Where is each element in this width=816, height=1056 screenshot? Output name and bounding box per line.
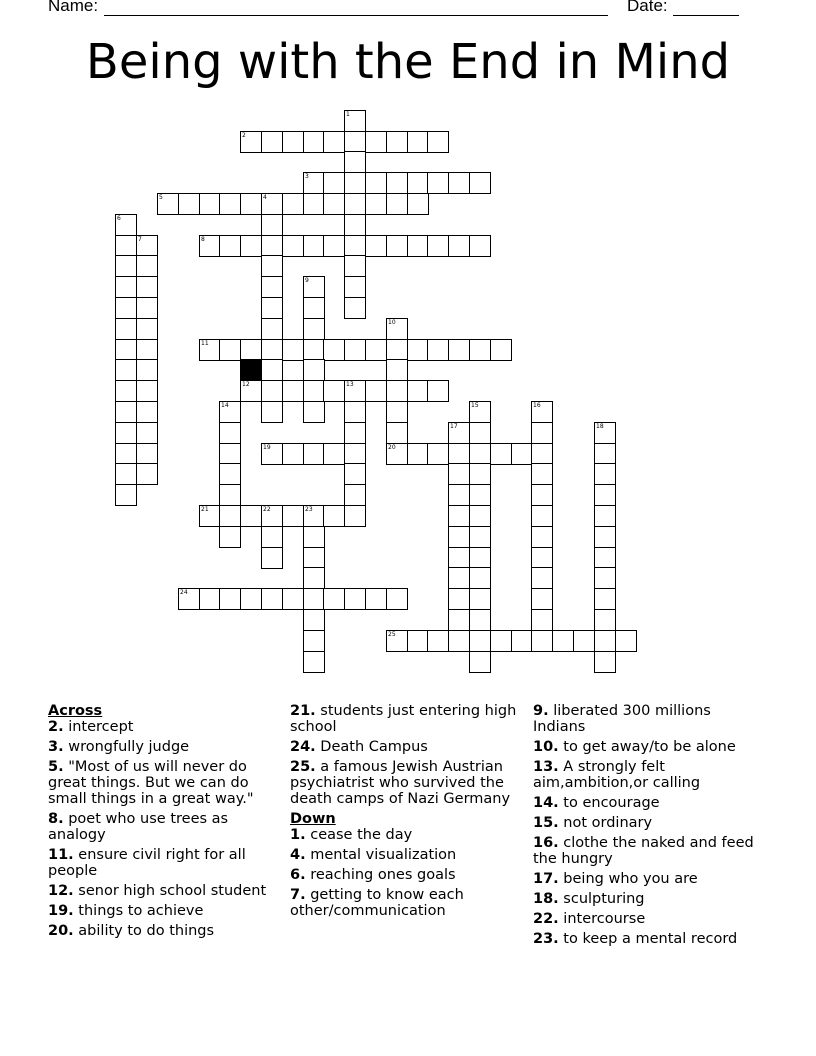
grid-cell[interactable] <box>115 214 137 236</box>
grid-cell[interactable] <box>219 505 241 527</box>
grid-cell[interactable] <box>303 131 325 153</box>
grid-cell[interactable] <box>469 609 491 631</box>
grid-cell[interactable] <box>344 339 366 361</box>
grid-cell[interactable] <box>594 463 616 485</box>
grid-cell[interactable] <box>219 339 241 361</box>
clue-column-1 <box>48 703 276 943</box>
grid-cell[interactable] <box>469 422 491 444</box>
grid-cell[interactable] <box>157 193 179 215</box>
grid-cell[interactable] <box>573 630 595 652</box>
grid-cell[interactable] <box>261 526 283 548</box>
grid-cell[interactable] <box>344 463 366 485</box>
grid-cell[interactable] <box>219 235 241 257</box>
grid-cell[interactable] <box>344 401 366 423</box>
clue-number: 18 <box>596 423 604 430</box>
grid-cell[interactable] <box>282 193 304 215</box>
clue-number: 10 <box>388 319 396 326</box>
grid-cell[interactable] <box>365 172 387 194</box>
clue-number: 4 <box>263 194 267 201</box>
grid-cell[interactable] <box>386 422 408 444</box>
grid-cell[interactable] <box>469 463 491 485</box>
clue-number: 1 <box>346 111 350 118</box>
grid-cell[interactable] <box>303 567 325 589</box>
grid-cell[interactable] <box>427 131 449 153</box>
grid-cell[interactable] <box>615 630 637 652</box>
grid-cell[interactable] <box>240 588 262 610</box>
grid-cell[interactable] <box>386 401 408 423</box>
grid-cell[interactable] <box>531 443 553 465</box>
clue-number: 13 <box>346 381 354 388</box>
grid-cell[interactable] <box>365 380 387 402</box>
grid-cell[interactable] <box>469 630 491 652</box>
grid-cell[interactable] <box>407 380 429 402</box>
grid-cell[interactable] <box>427 380 449 402</box>
grid-cell[interactable] <box>261 193 283 215</box>
clue-down-16: 16. clothe the naked and feed the hungry <box>533 835 754 867</box>
grid-cell[interactable] <box>303 401 325 423</box>
clue-number: 15 <box>471 402 479 409</box>
grid-cell[interactable] <box>490 339 512 361</box>
clue-across-21: 21. students just entering high school <box>290 703 517 735</box>
grid-cell[interactable] <box>136 339 158 361</box>
grid-cell[interactable] <box>261 380 283 402</box>
grid-cell[interactable] <box>136 235 158 257</box>
grid-cell[interactable] <box>407 339 429 361</box>
grid-cell[interactable] <box>469 339 491 361</box>
grid-cell[interactable] <box>178 193 200 215</box>
grid-cell[interactable] <box>594 422 616 444</box>
clue-number: 8 <box>201 236 205 243</box>
grid-cell[interactable] <box>178 588 200 610</box>
grid-cell[interactable] <box>531 505 553 527</box>
grid-cell[interactable] <box>303 380 325 402</box>
grid-cell[interactable] <box>531 567 553 589</box>
grid-cell[interactable] <box>344 235 366 257</box>
grid-cell[interactable] <box>594 443 616 465</box>
grid-cell[interactable] <box>282 443 304 465</box>
grid-cell[interactable] <box>219 526 241 548</box>
grid-cell[interactable] <box>115 255 137 277</box>
grid-cell[interactable] <box>199 235 221 257</box>
grid-cell[interactable] <box>261 214 283 236</box>
grid-cell[interactable] <box>115 484 137 506</box>
grid-cell[interactable] <box>303 443 325 465</box>
black-cell <box>240 359 262 381</box>
clue-number: 6 <box>117 215 121 222</box>
grid-cell[interactable] <box>344 443 366 465</box>
clue-across-24: 24. Death Campus <box>290 739 428 755</box>
grid-cell[interactable] <box>136 401 158 423</box>
grid-cell[interactable] <box>386 172 408 194</box>
grid-cell[interactable] <box>240 235 262 257</box>
grid-cell[interactable] <box>344 588 366 610</box>
grid-cell[interactable] <box>594 630 616 652</box>
clue-number: 22 <box>263 506 271 513</box>
grid-cell[interactable] <box>469 547 491 569</box>
down-heading: Down <box>290 811 336 827</box>
grid-cell[interactable] <box>427 235 449 257</box>
grid-cell[interactable] <box>240 193 262 215</box>
grid-cell[interactable] <box>323 505 345 527</box>
grid-cell[interactable] <box>303 547 325 569</box>
grid-cell[interactable] <box>303 276 325 298</box>
grid-cell[interactable] <box>469 505 491 527</box>
grid-cell[interactable] <box>469 651 491 673</box>
grid-cell[interactable] <box>282 131 304 153</box>
grid-cell[interactable] <box>240 339 262 361</box>
grid-cell[interactable] <box>199 505 221 527</box>
grid-cell[interactable] <box>448 422 470 444</box>
grid-cell[interactable] <box>323 339 345 361</box>
grid-cell[interactable] <box>115 380 137 402</box>
grid-cell[interactable] <box>386 235 408 257</box>
grid-cell[interactable] <box>386 380 408 402</box>
grid-cell[interactable] <box>115 443 137 465</box>
grid-cell[interactable] <box>115 339 137 361</box>
grid-cell[interactable] <box>261 318 283 340</box>
grid-cell[interactable] <box>115 235 137 257</box>
grid-cell[interactable] <box>323 131 345 153</box>
grid-cell[interactable] <box>531 401 553 423</box>
grid-cell[interactable] <box>490 443 512 465</box>
grid-cell[interactable] <box>136 443 158 465</box>
grid-cell[interactable] <box>199 588 221 610</box>
clue-number: 20 <box>388 444 396 451</box>
grid-cell[interactable] <box>511 630 533 652</box>
grid-cell[interactable] <box>427 172 449 194</box>
grid-cell[interactable] <box>407 443 429 465</box>
grid-cell[interactable] <box>386 359 408 381</box>
grid-cell[interactable] <box>115 359 137 381</box>
grid-cell[interactable] <box>594 484 616 506</box>
grid-cell[interactable] <box>448 630 470 652</box>
clue-down-7: 7. getting to know each other/communication <box>290 887 464 919</box>
grid-cell[interactable] <box>594 505 616 527</box>
grid-cell[interactable] <box>531 588 553 610</box>
grid-cell[interactable] <box>219 401 241 423</box>
grid-cell[interactable] <box>323 443 345 465</box>
grid-cell[interactable] <box>344 193 366 215</box>
grid-cell[interactable] <box>303 235 325 257</box>
grid-cell[interactable] <box>240 380 262 402</box>
grid-cell[interactable] <box>261 443 283 465</box>
grid-cell[interactable] <box>282 380 304 402</box>
clue-number: 23 <box>305 506 313 513</box>
grid-cell[interactable] <box>469 567 491 589</box>
clue-column-2 <box>290 703 522 923</box>
grid-cell[interactable] <box>407 131 429 153</box>
grid-cell[interactable] <box>448 484 470 506</box>
clue-across-12: 12. senor high school student <box>48 883 267 899</box>
grid-cell[interactable] <box>219 422 241 444</box>
clue-number: 7 <box>138 236 142 243</box>
grid-cell[interactable] <box>386 339 408 361</box>
grid-cell[interactable] <box>219 484 241 506</box>
grid-cell[interactable] <box>531 463 553 485</box>
grid-cell[interactable] <box>490 630 512 652</box>
clue-down-4: 4. mental visualization <box>290 847 457 863</box>
grid-cell[interactable] <box>427 443 449 465</box>
grid-cell[interactable] <box>261 547 283 569</box>
grid-cell[interactable] <box>448 172 470 194</box>
grid-cell[interactable] <box>303 526 325 548</box>
grid-cell[interactable] <box>219 443 241 465</box>
grid-cell[interactable] <box>448 463 470 485</box>
clue-down-15: 15. not ordinary <box>533 815 653 831</box>
grid-cell[interactable] <box>531 484 553 506</box>
grid-cell[interactable] <box>344 422 366 444</box>
grid-cell[interactable] <box>469 172 491 194</box>
grid-cell[interactable] <box>365 131 387 153</box>
grid-cell[interactable] <box>386 630 408 652</box>
grid-cell[interactable] <box>594 567 616 589</box>
grid-cell[interactable] <box>115 318 137 340</box>
grid-cell[interactable] <box>199 339 221 361</box>
grid-cell[interactable] <box>448 339 470 361</box>
grid-cell[interactable] <box>303 359 325 381</box>
clue-across-11: 11. ensure civil right for all people <box>48 847 246 879</box>
grid-cell[interactable] <box>261 505 283 527</box>
grid-cell[interactable] <box>261 297 283 319</box>
clue-down-1: 1. cease the day <box>290 827 413 843</box>
grid-cell[interactable] <box>115 276 137 298</box>
grid-cell[interactable] <box>323 588 345 610</box>
clue-number: 16 <box>533 402 541 409</box>
grid-cell[interactable] <box>344 484 366 506</box>
grid-cell[interactable] <box>448 235 470 257</box>
clue-down-6: 6. reaching ones goals <box>290 867 456 883</box>
grid-cell[interactable] <box>219 588 241 610</box>
grid-cell[interactable] <box>344 151 366 173</box>
grid-cell[interactable] <box>469 588 491 610</box>
clue-across-8: 8. poet who use trees as analogy <box>48 811 229 843</box>
clue-down-23: 23. to keep a mental record <box>533 931 738 947</box>
grid-cell[interactable] <box>261 588 283 610</box>
grid-cell[interactable] <box>469 526 491 548</box>
puzzle-title: Being with the End in Mind <box>85 34 731 90</box>
clue-across-5: 5. "Most of us will never do great things. But we can do small things in a great way." <box>48 759 254 807</box>
grid-cell[interactable] <box>407 193 429 215</box>
clue-across-25: 25. a famous Jewish Austrian psychiatrist who survived the death camps of Nazi Germany <box>290 759 511 807</box>
grid-cell[interactable] <box>531 630 553 652</box>
clue-number: 2 <box>242 132 246 139</box>
grid-cell[interactable] <box>219 193 241 215</box>
grid-cell[interactable] <box>407 235 429 257</box>
grid-cell[interactable] <box>448 588 470 610</box>
clue-number: 5 <box>159 194 163 201</box>
grid-cell[interactable] <box>469 484 491 506</box>
grid-cell[interactable] <box>303 318 325 340</box>
grid-cell[interactable] <box>323 172 345 194</box>
clue-down-10: 10. to get away/to be alone <box>533 739 736 755</box>
clue-down-22: 22. intercourse <box>533 911 646 927</box>
clue-number: 24 <box>180 589 188 596</box>
grid-cell[interactable] <box>386 193 408 215</box>
clue-number: 14 <box>221 402 229 409</box>
grid-cell[interactable] <box>115 401 137 423</box>
grid-cell[interactable] <box>240 505 262 527</box>
grid-cell[interactable] <box>115 463 137 485</box>
grid-cell[interactable] <box>323 235 345 257</box>
grid-cell[interactable] <box>344 255 366 277</box>
grid-cell[interactable] <box>261 131 283 153</box>
grid-cell[interactable] <box>427 630 449 652</box>
grid-cell[interactable] <box>594 588 616 610</box>
grid-cell[interactable] <box>261 359 283 381</box>
grid-cell[interactable] <box>136 276 158 298</box>
grid-cell[interactable] <box>344 172 366 194</box>
clue-number: 17 <box>450 423 458 430</box>
grid-cell[interactable] <box>240 131 262 153</box>
grid-cell[interactable] <box>344 276 366 298</box>
grid-cell[interactable] <box>323 193 345 215</box>
grid-cell[interactable] <box>594 609 616 631</box>
clue-down-13: 13. A strongly felt aim,ambition,or calling <box>533 759 701 791</box>
name-label: Name: <box>48 0 99 15</box>
clue-across-19: 19. things to achieve <box>48 903 204 919</box>
grid-cell[interactable] <box>386 588 408 610</box>
grid-cell[interactable] <box>407 630 429 652</box>
grid-cell[interactable] <box>344 505 366 527</box>
clue-number: 21 <box>201 506 209 513</box>
grid-cell[interactable] <box>594 526 616 548</box>
clue-number: 9 <box>305 277 309 284</box>
grid-cell[interactable] <box>344 110 366 132</box>
grid-cell[interactable] <box>303 297 325 319</box>
grid-cell[interactable] <box>386 443 408 465</box>
grid-cell[interactable] <box>365 193 387 215</box>
clue-number: 19 <box>263 444 271 451</box>
clue-down-14: 14. to encourage <box>533 795 660 811</box>
grid-cell[interactable] <box>448 609 470 631</box>
grid-cell[interactable] <box>303 651 325 673</box>
grid-cell[interactable] <box>531 526 553 548</box>
clue-number: 3 <box>305 173 309 180</box>
clue-down-17: 17. being who you are <box>533 871 698 887</box>
grid-cell[interactable] <box>303 172 325 194</box>
grid-cell[interactable] <box>386 318 408 340</box>
clue-number: 12 <box>242 381 250 388</box>
grid-cell[interactable] <box>365 235 387 257</box>
grid-cell[interactable] <box>136 380 158 402</box>
grid-cell[interactable] <box>386 131 408 153</box>
grid-cell[interactable] <box>282 339 304 361</box>
grid-cell[interactable] <box>261 401 283 423</box>
grid-cell[interactable] <box>427 339 449 361</box>
grid-cell[interactable] <box>344 380 366 402</box>
grid-cell[interactable] <box>594 547 616 569</box>
grid-cell[interactable] <box>199 193 221 215</box>
clue-across-3: 3. wrongfully judge <box>48 739 190 755</box>
grid-cell[interactable] <box>261 255 283 277</box>
grid-cell[interactable] <box>511 443 533 465</box>
grid-cell[interactable] <box>448 505 470 527</box>
grid-cell[interactable] <box>303 609 325 631</box>
grid-cell[interactable] <box>219 463 241 485</box>
grid-cell[interactable] <box>448 526 470 548</box>
grid-cell[interactable] <box>303 588 325 610</box>
grid-cell[interactable] <box>448 567 470 589</box>
grid-cell[interactable] <box>531 609 553 631</box>
grid-cell[interactable] <box>136 255 158 277</box>
grid-cell[interactable] <box>115 297 137 319</box>
grid-cell[interactable] <box>136 463 158 485</box>
grid-cell[interactable] <box>303 505 325 527</box>
grid-cell[interactable] <box>594 651 616 673</box>
grid-cell[interactable] <box>136 318 158 340</box>
date-label: Date: <box>627 0 668 15</box>
grid-cell[interactable] <box>303 630 325 652</box>
grid-cell[interactable] <box>136 359 158 381</box>
grid-cell[interactable] <box>469 401 491 423</box>
grid-cell[interactable] <box>282 235 304 257</box>
across-heading: Across <box>48 703 103 719</box>
grid-cell[interactable] <box>531 422 553 444</box>
grid-cell[interactable] <box>531 547 553 569</box>
grid-cell[interactable] <box>365 339 387 361</box>
grid-cell[interactable] <box>303 193 325 215</box>
grid-cell[interactable] <box>552 630 574 652</box>
grid-cell[interactable] <box>261 276 283 298</box>
grid-cell[interactable] <box>344 214 366 236</box>
grid-cell[interactable] <box>344 297 366 319</box>
clue-number: 11 <box>201 340 209 347</box>
grid-cell[interactable] <box>136 297 158 319</box>
clue-column-3 <box>533 703 761 951</box>
grid-cell[interactable] <box>261 339 283 361</box>
grid-cell[interactable] <box>303 339 325 361</box>
grid-cell[interactable] <box>282 588 304 610</box>
clue-down-18: 18. sculpturing <box>533 891 645 907</box>
clue-down-9: 9. liberated 300 millions Indians <box>533 703 711 735</box>
grid-cell[interactable] <box>323 380 345 402</box>
grid-cell[interactable] <box>115 422 137 444</box>
grid-cell[interactable] <box>448 443 470 465</box>
grid-cell[interactable] <box>136 422 158 444</box>
clue-across-20: 20. ability to do things <box>48 923 215 939</box>
grid-cell[interactable] <box>469 235 491 257</box>
clue-number: 25 <box>388 631 396 638</box>
grid-cell[interactable] <box>261 235 283 257</box>
grid-cell[interactable] <box>282 505 304 527</box>
grid-cell[interactable] <box>407 172 429 194</box>
grid-cell[interactable] <box>344 131 366 153</box>
clue-across-2: 2. intercept <box>48 719 134 735</box>
grid-cell[interactable] <box>469 443 491 465</box>
grid-cell[interactable] <box>365 588 387 610</box>
grid-cell[interactable] <box>448 547 470 569</box>
